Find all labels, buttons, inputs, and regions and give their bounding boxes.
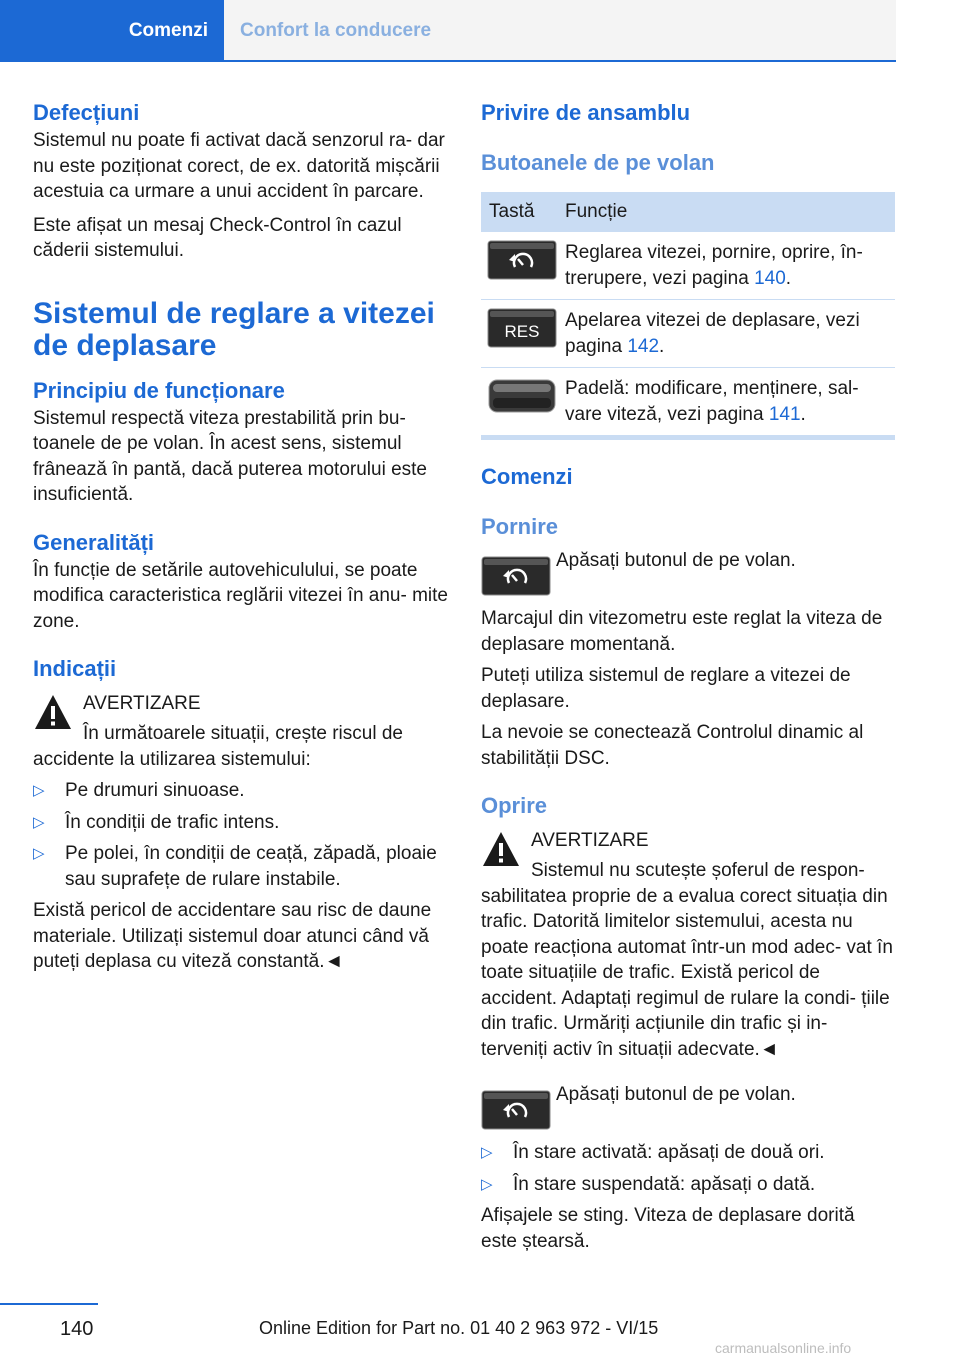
table-end-bar [481,435,895,440]
svg-text:RES: RES [504,322,540,341]
res-button-icon [487,308,557,348]
tab-confort-la-conducere[interactable]: Confort la conducere [224,0,896,62]
list-item: ▷ În condiții de trafic intens. [33,811,280,833]
edition-note: Online Edition for Part no. 01 40 2 963 972 - VI/15 [259,1318,659,1338]
principiu-paragraph: Sistemul respectă viteza prestabilită prin bu- toanele de pe volan. În acest sens, sistemul frânează în pantă, dacă puterea motorului este insuficientă. [33,407,427,505]
warning-text: Sistemul nu scutește șoferul de respon- sabilitatea proprie de a evalua corect situația din trafic. Datorită limitelor sistemului, acesta nu poate reacționa automat într-un mod adec- vat în toate situațiile de trafic. Există pericol de accident. Adaptați regimul de rulare la condi- țiile din trafic. Urmăriți acțiunile din trafic și in- terveniți activ în situații adecvate.◄ [481,860,893,1060]
general-heading: Generalități [33,529,155,555]
principiu-heading: Principiu de funcționare [33,377,285,403]
table-row [481,232,895,300]
cruise-control-button-icon [487,240,557,280]
oprire-button-text: Apăsați butonul de pe volan. [556,1084,796,1105]
cruise-control-button-icon [481,1090,551,1130]
column-header-key: Tastă [489,201,535,222]
closing-paragraph: Există pericol de accidentare sau risc de daune materiale. Utilizați sistemul doar atunci când vă puteți deplasa cu viteză constantă.◄ [33,900,432,972]
warning-text: În următoarele situații, crește riscul de accidente la utilizarea sistemului: [33,723,403,770]
row-text: Padelă: modificare, menținere, sal- vare viteză, vezi pagina 141. [565,378,859,425]
oprire-button-instruction [481,1082,895,1130]
row-text: Apelarea vitezei de deplasare, vezi pagina 142. [565,310,860,357]
section-title: Sistemul de reglare a vitezei de deplasare [33,296,435,362]
rocker-paddle-icon [487,376,557,416]
page-header [0,0,960,62]
table-row [481,368,895,435]
buttons-heading: Butoanele de pe volan [481,150,715,175]
overview-heading: Privire de ansamblu [481,100,691,125]
header-divider [0,60,896,62]
warning-triangle-icon [481,829,521,869]
warning-label: AVERTIZARE [83,693,201,714]
pornire-button-text: Apăsați butonul de pe volan. [556,550,796,571]
list-item: ▷ În stare suspendată: apăsați o dată. [481,1173,816,1195]
left-column [33,98,448,975]
watermark: carmanualsonline.info [715,1340,852,1356]
defect-paragraph-1: Sistemul nu poate fi activat dacă senzorul ra- dar nu este poziționat corect, de ex. datorită mișcării acestuia ca urmare a unui accident în parcare. [33,130,445,202]
warning-triangle-icon [33,692,73,732]
pornire-paragraph-3: La nevoie se conectează Controlul dinamic al stabilității DSC. [481,722,864,769]
pornire-paragraph-1: Marcajul din vitezometru este reglat la viteza de deplasare momentană. [481,608,883,655]
pornire-paragraph-2: Puteți utiliza sistemul de reglare a vitezei de deplasare. [481,665,851,712]
right-column [481,98,895,1254]
table-row [481,300,895,368]
general-paragraph: În funcție de setările autovehiculului, se poate modifica caracteristica reglării vitezei în anu- mite zone. [33,559,448,632]
warning-block [481,827,895,1062]
defect-paragraph-2: Este afișat un mesaj Check-Control în cazul căderii sistemului. [33,214,402,261]
warning-label: AVERTIZARE [531,830,649,851]
table-header [481,192,895,232]
cruise-control-button-icon [481,556,551,596]
row-text: Reglarea vitezei, pornire, oprire, în- trerupere, vezi pagina 140. [565,242,863,289]
footer-divider [0,1303,98,1305]
situations-list [33,778,448,892]
oprire-heading: Oprire [481,793,548,818]
page-link[interactable]: 140 [754,267,786,289]
oprire-list [481,1140,895,1197]
page-number: 140 [60,1318,94,1340]
page-link[interactable]: 141 [768,403,801,425]
list-item: ▷ În stare activată: apăsați de două ori. [481,1142,825,1163]
warning-block [33,690,448,772]
page-link[interactable]: 142 [627,335,660,357]
defect-heading: Defecțiuni [33,100,140,125]
list-item: ▷ Pe drumuri sinuoase. [33,780,245,801]
indicatii-heading: Indicații [33,656,117,681]
pornire-heading: Pornire [481,514,559,539]
tab-comenzi[interactable]: Comenzi [0,0,224,62]
pornire-button-instruction [481,548,895,596]
oprire-closing-paragraph: Afișajele se sting. Viteza de deplasare dorită este ștearsă. [481,1205,855,1252]
comenzi-heading: Comenzi [481,464,573,489]
list-item: ▷ Pe polei, în condiții de ceață, zăpadă, ploaie sau suprafețe de rulare instabile. [33,843,437,890]
column-header-function: Funcție [565,201,628,222]
